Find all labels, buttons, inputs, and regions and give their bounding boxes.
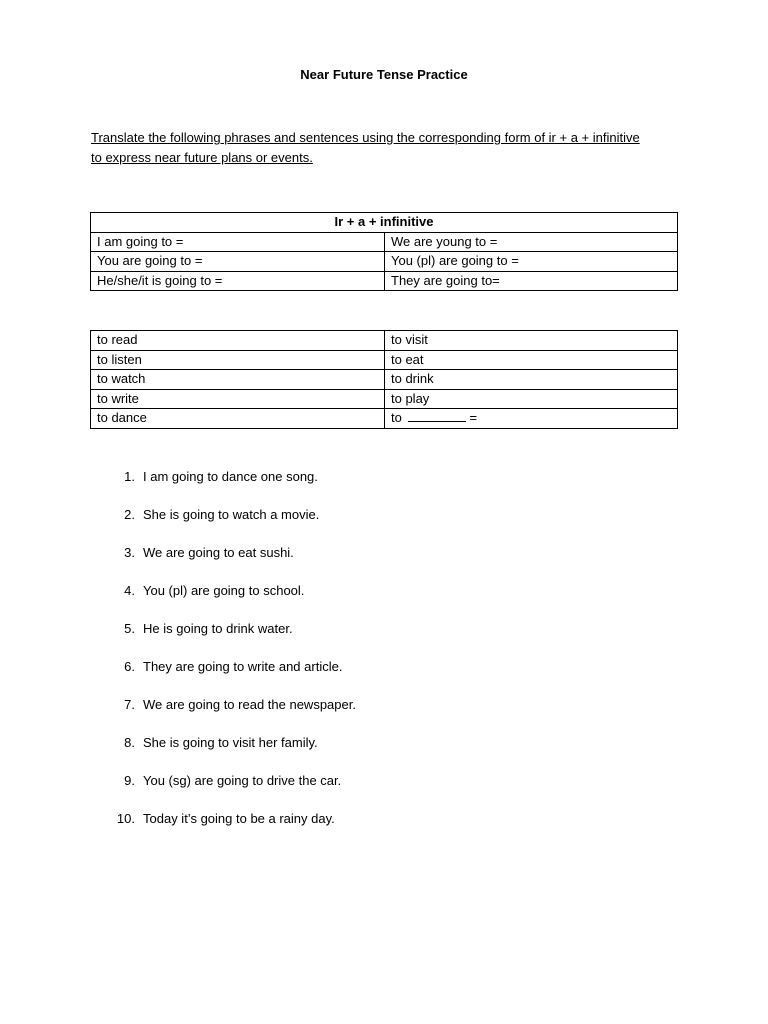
table-cell: I am going to =: [91, 232, 385, 252]
table-cell: to visit: [385, 331, 678, 351]
sentence-text: I am going to dance one song.: [143, 469, 318, 484]
sentence-text: We are going to read the newspaper.: [143, 697, 356, 712]
table-cell: to dance: [91, 409, 385, 429]
table-row: [91, 252, 678, 272]
instructions-line-1: Translate the following phrases and sentences using the corresponding form of ir + a + infinitive: [91, 130, 640, 145]
list-number: 9.: [124, 773, 135, 788]
blank-prefix: to: [391, 410, 402, 426]
list-number: 10.: [116, 811, 135, 826]
sentence-text: They are going to write and article.: [143, 659, 343, 674]
list-item: [105, 467, 356, 505]
list-number: 2.: [124, 507, 135, 522]
table-cell: to listen: [91, 350, 385, 370]
conjugation-table-header-row: [91, 213, 678, 233]
sentence-text: You (sg) are going to drive the car.: [143, 773, 342, 788]
table-row: [91, 389, 678, 409]
table-cell: You (pl) are going to =: [385, 252, 678, 272]
list-number: 1.: [124, 469, 135, 484]
sentence-text: Today it’s going to be a rainy day.: [143, 811, 335, 826]
table-row: [91, 232, 678, 252]
sentence-list: [105, 467, 356, 847]
conjugation-table-header: Ir + a + infinitive: [91, 213, 678, 233]
list-number: 3.: [124, 545, 135, 560]
instructions-line-2: to express near future plans or events.: [91, 150, 313, 165]
table-row: [91, 409, 678, 429]
list-item: [105, 809, 356, 847]
table-cell-blank: [385, 409, 678, 429]
table-cell: You are going to =: [91, 252, 385, 272]
sentence-text: He is going to drink water.: [143, 621, 293, 636]
table-row: [91, 370, 678, 390]
list-item: [105, 733, 356, 771]
list-number: 7.: [124, 697, 135, 712]
table-cell: We are young to =: [385, 232, 678, 252]
table-cell: to read: [91, 331, 385, 351]
table-cell: They are going to=: [385, 271, 678, 291]
instructions: [91, 128, 691, 168]
sentence-text: You (pl) are going to school.: [143, 583, 305, 598]
sentence-text: We are going to eat sushi.: [143, 545, 294, 560]
list-item: [105, 695, 356, 733]
list-item: [105, 543, 356, 581]
list-number: 6.: [124, 659, 135, 674]
list-item: [105, 581, 356, 619]
fill-in-blank-line: [408, 409, 466, 422]
table-cell: to eat: [385, 350, 678, 370]
list-item: [105, 619, 356, 657]
table-cell: to write: [91, 389, 385, 409]
table-row: [91, 350, 678, 370]
table-cell: to watch: [91, 370, 385, 390]
table-cell: to drink: [385, 370, 678, 390]
list-number: 4.: [124, 583, 135, 598]
worksheet-title: Near Future Tense Practice: [300, 67, 468, 82]
sentence-text: She is going to watch a movie.: [143, 507, 320, 522]
list-item: [105, 657, 356, 695]
table-cell: He/she/it is going to =: [91, 271, 385, 291]
list-item: [105, 505, 356, 543]
list-number: 5.: [124, 621, 135, 636]
blank-suffix: =: [469, 410, 478, 426]
conjugation-table: [90, 212, 678, 291]
list-item: [105, 771, 356, 809]
sentence-text: She is going to visit her family.: [143, 735, 318, 750]
table-row: [91, 271, 678, 291]
list-number: 8.: [124, 735, 135, 750]
table-row: [91, 331, 678, 351]
verb-table: [90, 330, 678, 429]
table-cell: to play: [385, 389, 678, 409]
